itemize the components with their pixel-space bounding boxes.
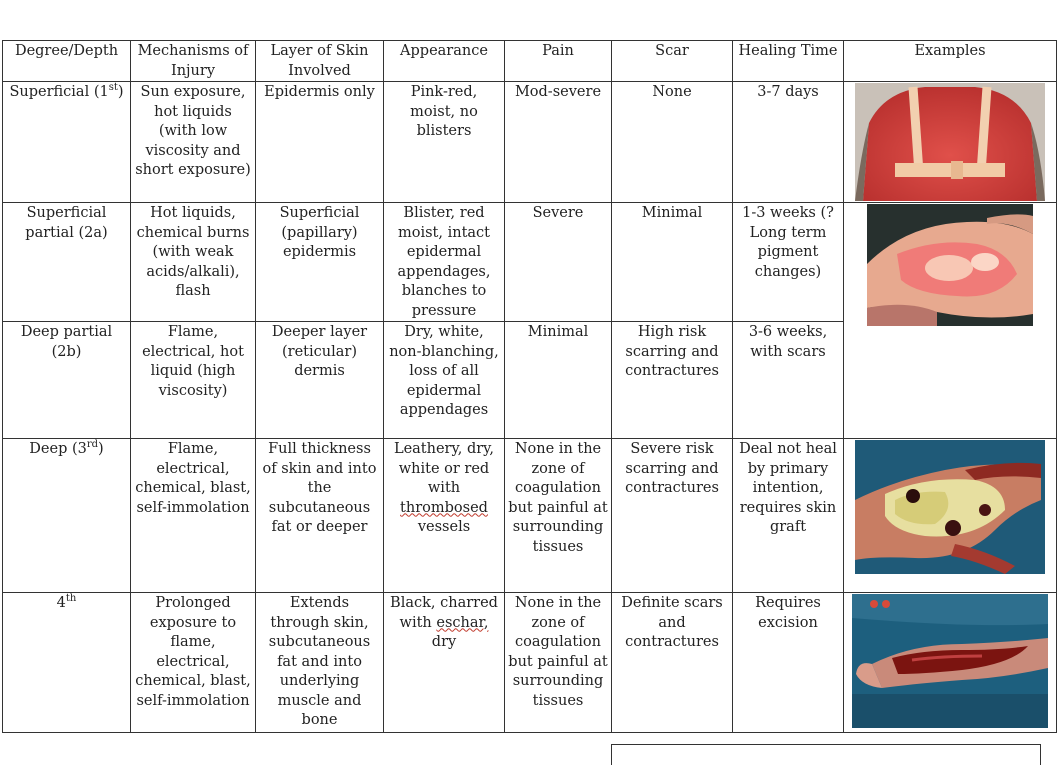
header-degree: Degree/Depth bbox=[3, 41, 131, 82]
degree-cell: Superficial partial (2a) bbox=[3, 203, 131, 322]
layer-cell: Extends through skin, subcutaneous fat and into underlying muscle and bone bbox=[256, 593, 384, 733]
scar-cell: High risk scarring and contractures bbox=[612, 322, 733, 439]
scar-cell: Severe risk scarring and contractures bbox=[612, 439, 733, 593]
healing-cell: Requires excision bbox=[733, 593, 844, 733]
table-row bbox=[3, 439, 1057, 593]
spellcheck-underlined-word: thrombosed bbox=[400, 499, 488, 516]
appearance-cell: Leathery, dry, white or red with thrombosed vessels bbox=[384, 439, 505, 593]
sunburned-back-photo bbox=[855, 83, 1045, 201]
scar-cell: Minimal bbox=[612, 203, 733, 322]
appearance-cell: Dry, white, non-blanching, loss of all epidermal appendages bbox=[384, 322, 505, 439]
scar-cell: None bbox=[612, 82, 733, 203]
header-layer: Layer of Skin Involved bbox=[256, 41, 384, 82]
degree-cell: Superficial (1st) bbox=[3, 82, 131, 203]
table-row bbox=[3, 203, 1057, 322]
layer-cell: Epidermis only bbox=[256, 82, 384, 203]
example-cell bbox=[844, 439, 1057, 593]
degree-cell: 4th bbox=[3, 593, 131, 733]
layer-cell: Deeper layer (reticular) dermis bbox=[256, 322, 384, 439]
mechanisms-cell: Sun exposure, hot liquids (with low viscosity and short exposure) bbox=[131, 82, 256, 203]
mechanisms-cell: Flame, electrical, chemical, blast, self-immolation bbox=[131, 439, 256, 593]
degree-cell: Deep (3rd) bbox=[3, 439, 131, 593]
pain-cell: None in the zone of coagulation but painful at surrounding tissues bbox=[505, 439, 612, 593]
appearance-cell: Black, charred with eschar, dry bbox=[384, 593, 505, 733]
example-cell bbox=[844, 82, 1057, 203]
mechanisms-cell: Flame, electrical, hot liquid (high viscosity) bbox=[131, 322, 256, 439]
table-row bbox=[3, 82, 1057, 203]
header-pain: Pain bbox=[505, 41, 612, 82]
header-scar: Scar bbox=[612, 41, 733, 82]
fourth-degree-arm-photo bbox=[852, 594, 1048, 728]
appearance-cell: Blister, red moist, intact epidermal appendages, blanches to pressure bbox=[384, 203, 505, 322]
mechanisms-cell: Hot liquids, chemical burns (with weak acids/alkali), flash bbox=[131, 203, 256, 322]
header-appearance: Appearance bbox=[384, 41, 505, 82]
example-cell bbox=[844, 593, 1057, 733]
pain-cell: None in the zone of coagulation but painful at surrounding tissues bbox=[505, 593, 612, 733]
healing-cell: 3-6 weeks, with scars bbox=[733, 322, 844, 439]
text-box-outline bbox=[611, 744, 1041, 765]
example-cell bbox=[844, 203, 1057, 439]
healing-cell: 3-7 days bbox=[733, 82, 844, 203]
spellcheck-underlined-word: eschar, bbox=[436, 614, 489, 631]
charred-hand-photo bbox=[855, 440, 1045, 574]
scar-cell: Definite scars and contractures bbox=[612, 593, 733, 733]
mechanisms-cell: Prolonged exposure to flame, electrical, chemical, blast, self-immolation bbox=[131, 593, 256, 733]
burn-classification-table bbox=[2, 40, 1057, 733]
pain-cell: Minimal bbox=[505, 322, 612, 439]
header-mechanisms: Mechanisms of Injury bbox=[131, 41, 256, 82]
blistered-hand-photo bbox=[867, 204, 1033, 326]
header-row bbox=[3, 41, 1057, 82]
header-healing: Healing Time bbox=[733, 41, 844, 82]
table-row bbox=[3, 593, 1057, 733]
header-examples: Examples bbox=[844, 41, 1057, 82]
appearance-cell: Pink-red, moist, no blisters bbox=[384, 82, 505, 203]
pain-cell: Severe bbox=[505, 203, 612, 322]
layer-cell: Full thickness of skin and into the subcutaneous fat or deeper bbox=[256, 439, 384, 593]
degree-cell: Deep partial (2b) bbox=[3, 322, 131, 439]
healing-cell: 1-3 weeks (? Long term pigment changes) bbox=[733, 203, 844, 322]
pain-cell: Mod-severe bbox=[505, 82, 612, 203]
layer-cell: Superficial (papillary) epidermis bbox=[256, 203, 384, 322]
healing-cell: Deal not heal by primary intention, requires skin graft bbox=[733, 439, 844, 593]
